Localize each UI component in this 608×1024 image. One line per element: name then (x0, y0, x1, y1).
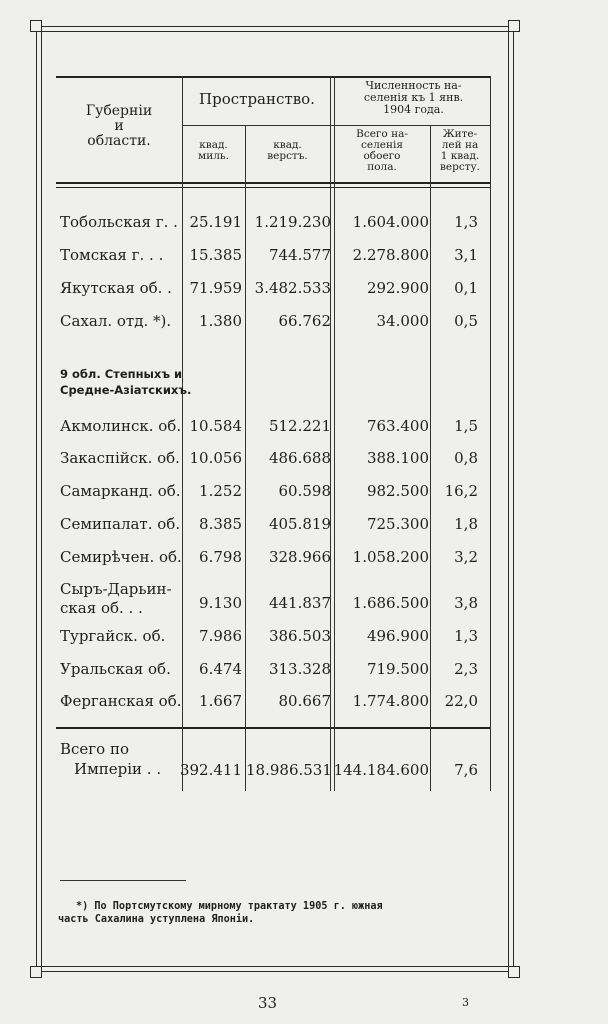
cell-population: 496.900 (366, 627, 429, 645)
cell-sq-versts: 80.667 (278, 692, 331, 710)
table-row (56, 274, 491, 304)
rule-top (56, 76, 491, 78)
table-row (56, 622, 491, 652)
table-row (56, 412, 491, 442)
cell-density: 0,5 (454, 312, 478, 330)
table-row (56, 307, 491, 337)
total-sq-miles: 392.411 (179, 761, 242, 779)
table-row (56, 241, 491, 271)
table-row (56, 477, 491, 507)
cell-density: 1,3 (454, 627, 478, 645)
cell-sq-versts: 386.503 (268, 627, 331, 645)
cell-sq-versts: 313.328 (268, 660, 331, 678)
cell-density: 1,5 (454, 417, 478, 435)
table-row (56, 444, 491, 474)
corner-ornament (508, 20, 520, 32)
cell-population: 1.058.200 (352, 548, 429, 566)
population-table (56, 76, 491, 791)
cell-sq-miles: 1.380 (199, 312, 242, 330)
cell-sq-miles: 8.385 (199, 515, 242, 533)
cell-sq-miles: 71.959 (189, 279, 242, 297)
cell-sq-versts: 3.482.533 (254, 279, 331, 297)
total-population: 144.184.600 (333, 761, 429, 779)
cell-population: 719.500 (366, 660, 429, 678)
page-number: 33 (258, 994, 278, 1012)
table-row (56, 208, 491, 238)
row-name: Тургайск. об. (60, 627, 166, 645)
row-name: Ферганская об. (60, 692, 182, 710)
cell-sq-versts: 486.688 (268, 449, 331, 467)
signature-mark: 3 (462, 996, 469, 1009)
table-row (56, 543, 491, 573)
header-space: Пространство. (199, 90, 315, 108)
corner-ornament (30, 20, 42, 32)
cell-population: 292.900 (366, 279, 429, 297)
row-name: Акмолинск. об. (60, 417, 182, 435)
cell-density: 22,0 (444, 692, 478, 710)
total-density: 7,6 (454, 761, 478, 779)
row-name: Семирѣчен. об. (60, 548, 182, 566)
table-row (56, 510, 491, 540)
cell-sq-miles: 25.191 (189, 213, 242, 231)
row-name: Семипалат. об. (60, 515, 181, 533)
cell-sq-versts: 405.819 (268, 515, 331, 533)
cell-population: 1.686.500 (352, 594, 429, 612)
cell-density: 3,2 (454, 548, 478, 566)
row-name: Самарканд. об. (60, 482, 181, 500)
table-row (56, 687, 491, 717)
cell-density: 0,8 (454, 449, 478, 467)
table-row (56, 655, 491, 685)
cell-density: 2,3 (454, 660, 478, 678)
cell-sq-versts: 1.219.230 (254, 213, 331, 231)
cell-population: 2.278.800 (352, 246, 429, 264)
cell-density: 0,1 (454, 279, 478, 297)
cell-population: 763.400 (366, 417, 429, 435)
cell-sq-versts: 60.598 (278, 482, 331, 500)
cell-sq-versts: 328.966 (268, 548, 331, 566)
section-title: 9 обл. Степныхъ и Средне-Азіатскихъ. (60, 367, 192, 397)
cell-sq-miles: 6.474 (199, 660, 242, 678)
total-label: Всего по Имперіи . . (60, 740, 162, 778)
header-total-pop: Всего на- селенія обоего пола. (356, 128, 408, 173)
header-density: Жите- лей на 1 квад. версту. (439, 128, 481, 173)
row-name: Якутская об. . (60, 279, 172, 297)
cell-sq-versts: 66.762 (278, 312, 331, 330)
rule-total (56, 727, 491, 729)
row-name: Уральская об. (60, 660, 171, 678)
row-name: Тобольская г. . (60, 213, 178, 231)
cell-sq-miles: 6.798 (199, 548, 242, 566)
header-sq-versts: квад. верстъ. (267, 139, 308, 162)
cell-population: 725.300 (366, 515, 429, 533)
cell-population: 34.000 (376, 312, 429, 330)
header-population: Численность на- селенія къ 1 янв. 1904 года. (363, 79, 464, 116)
cell-sq-versts: 744.577 (268, 246, 331, 264)
rule-header-bottom (56, 182, 491, 188)
cell-sq-miles: 9.130 (199, 594, 242, 612)
header-governorate: Губерніи и области. (85, 103, 153, 149)
cell-sq-miles: 7.986 (199, 627, 242, 645)
row-name: Сахал. отд. *). (60, 312, 172, 330)
row-name: Закаспійск. об. (60, 449, 180, 467)
cell-sq-miles: 15.385 (189, 246, 242, 264)
cell-sq-miles: 10.584 (189, 417, 242, 435)
row-name: Сыръ-Дарьин- ская об. . . (60, 580, 172, 617)
cell-sq-versts: 441.837 (268, 594, 331, 612)
row-name: Томская г. . . (60, 246, 164, 264)
total-row (56, 756, 491, 786)
total-sq-versts: 18.986.531 (246, 761, 332, 779)
corner-ornament (508, 966, 520, 978)
cell-density: 3,8 (454, 594, 478, 612)
cell-sq-miles: 10.056 (189, 449, 242, 467)
corner-ornament (30, 966, 42, 978)
cell-sq-miles: 1.252 (199, 482, 242, 500)
cell-density: 1,8 (454, 515, 478, 533)
cell-density: 3,1 (454, 246, 478, 264)
cell-population: 1.774.800 (352, 692, 429, 710)
cell-sq-miles: 1.667 (199, 692, 242, 710)
cell-density: 16,2 (444, 482, 478, 500)
cell-population: 388.100 (366, 449, 429, 467)
footnote: *) По Портсмутскому мирному трактату 1905 г. южная часть Сахалина уступлена Японіи. (58, 901, 383, 925)
cell-population: 1.604.000 (352, 213, 429, 231)
table-row (56, 580, 491, 619)
cell-density: 1,3 (454, 213, 478, 231)
cell-sq-versts: 512.221 (268, 417, 331, 435)
footnote-rule (60, 880, 186, 881)
cell-population: 982.500 (366, 482, 429, 500)
rule-pop-sub (336, 125, 491, 126)
header-sq-miles: квад. миль. (198, 139, 229, 162)
